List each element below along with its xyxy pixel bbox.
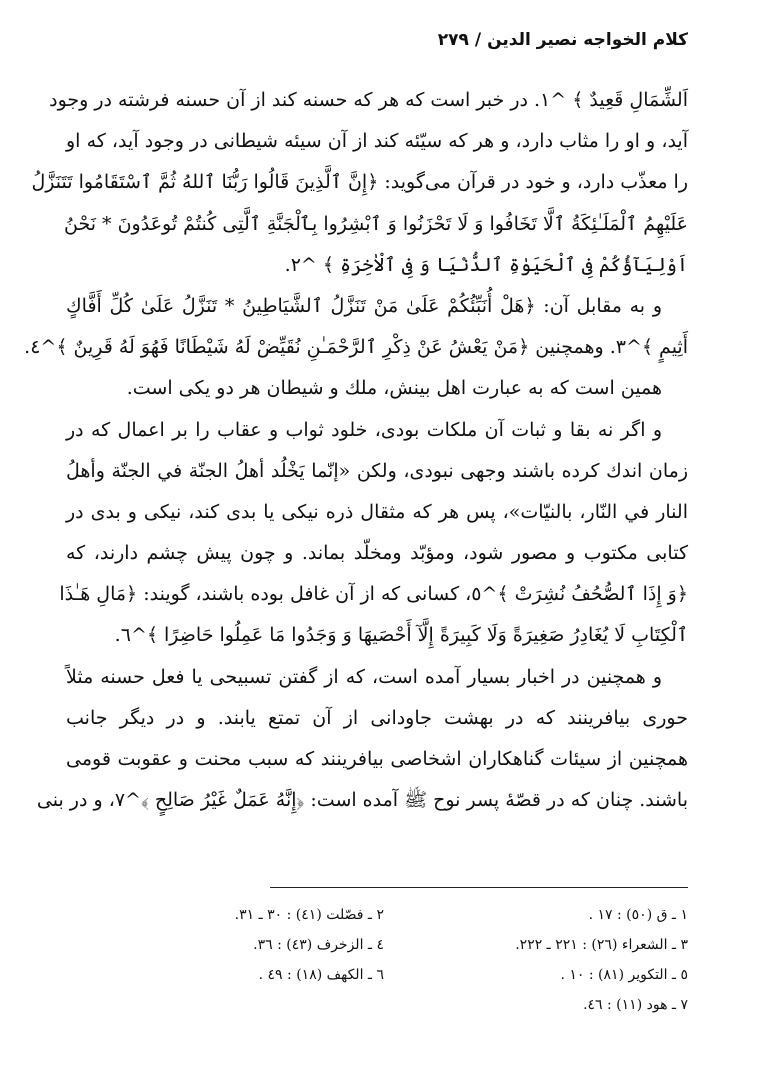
footnote: ٤ ـ الزخرف (٤٣) : ٣٦. xyxy=(253,937,384,953)
text-line: حورى بيافرينند كه در بهشت جاودانى از آن تمتع يابند. و در ديگر جانب xyxy=(66,706,688,729)
footnote: ٧ ـ هود (١١) : ٤٦. xyxy=(583,997,688,1013)
footnote: ٦ ـ الكهف (١٨) : ٤٩ . xyxy=(258,967,384,983)
text-line: زمان اندك كرده باشند وجهى نبودى، ولكن «إنّما يَخْلُد أهلُ الجنّة في الجنّة وأهلُ xyxy=(66,459,688,482)
text-line: ٱلْكِتَابِ لَا يُغَادِرُ صَغِيرَةً وَلَا كَبِيرَةً إِلَّآ أَحْصَيهَا وَ وَجَدُوا مَا عَمِلُوا حَاضِرًا ﴾^٦. xyxy=(114,624,688,647)
text-line: و اگر نه بقا و ثبات آن ملكات بودى، خلود ثواب و عقاب را بر اعمال كه در xyxy=(66,418,662,441)
text-line: و به مقابل آن: ﴿هَلْ أُنَبِّئُكُمْ عَلَىٰ مَنْ تَنَزَّلُ ٱلشَّيَاطِينُ * تَنَزَّلُ عَلَىٰ كُلِّ أَفَّاكٍ xyxy=(66,294,662,317)
text-line: النار في النّار، بالنيّات»، پس هر كه مثقال ذره نيكى يا بدى كند، نيكى و بدى در xyxy=(66,500,688,523)
footnote-divider xyxy=(270,887,688,888)
text-line: ﴿وَ إِذَا ٱلصُّحُفُ نُشِرَتْ ﴾^٥، كسانى كه از آن غافل بوده باشند، گويند: ﴿مَالِ هَـٰذَا xyxy=(59,583,688,606)
text-line: اَلشِّمَالِ قَعِيدٌ ﴾ ^١. در خبر است كه هر كه حسنه كند از آن حسنه فرشته در وجود xyxy=(49,89,688,111)
text-line: را معذّب دارد، و خود در قرآن مى‌گويد: ﴿إِنَّ ٱلَّذِينَ قَالُوا رَبُّنَا ٱللهُ ثُمَّ ٱسْتَقَامُوا تَتَنَزَّلُ xyxy=(31,171,688,194)
footnote: ٣ ـ الشعراء (٢٦) : ٢٢١ ـ ٢٢٢. xyxy=(515,937,688,953)
page-number: ٢٧٩ xyxy=(437,30,469,50)
text-line: همچنين از سيئات گناهكاران اشخاصى بيافرينند كه سبب محنت و عقوبت قومى xyxy=(66,748,688,770)
running-header xyxy=(438,30,688,50)
text-line: و همچنين در اخبار بسيار آمده است، كه از گفتن تسبيحى يا فعل حسنه مثلاً xyxy=(66,665,662,688)
header-separator: / xyxy=(474,30,482,50)
footnote: ٥ ـ التكوير (٨١) : ١٠ . xyxy=(560,967,688,983)
footnote: ١ ـ ق (٥٠) : ١٧ . xyxy=(588,907,688,923)
text-line: باشند. چنان كه در قصّهٔ پسر نوح ﷺ آمده است: ﴿إِنَّهُ عَمَلٌ غَيْرُ صَالِحٍ ﴾^٧، و در بنى xyxy=(36,789,688,812)
text-line: همين است كه به عبارت اهل بينش، ملك و شيطان هر دو يكى است. xyxy=(126,377,662,400)
main-text xyxy=(24,80,688,821)
header-title: كلام الخواجه نصير الدين xyxy=(487,30,688,50)
text-line: اَوْلِيَآؤُكُمْ فِى ٱلْحَيَوٰةِ ٱلدُّنْيَا وَ فِى ٱلْاٰخِرَةِ ﴾ ^٢. xyxy=(284,253,688,276)
text-line: كتابى مكتوب و مصور شود، ومؤبّد ومخلّد بماند. و چون پيش چشم دارند، كه xyxy=(66,542,688,565)
footnotes xyxy=(80,900,688,1020)
text-line: آيد، و او را مثاب دارد، و هر كه سيّئه كند از آن سيئه شيطانى در وجود آيد، كه او xyxy=(66,130,688,153)
text-line: عَلَيْهِمُ ٱلْمَلَـٰئِكَةُ ٱلَّا تَخَافُوا وَ لَا تَحْزَنُوا وَ ٱبْشِرُوا بِٱلْجَنَّةِ ٱلَّتِى كُنتُمْ تُوعَدُونَ * نَحْنُ xyxy=(64,212,688,235)
text-line: أَثِيمٍ ﴾^٣. وهمچنين ﴿مَنْ يَعْشُ عَنْ ذِكْرِ ٱلرَّحْمَـٰنِ نُقَيِّضْ لَهُ شَيْطَانًا فَهُوَ لَهُ قَرِينٌ ﴾^٤. xyxy=(24,336,688,359)
footnote: ٢ ـ فصّلت (٤١) : ٣٠ ـ ٣١. xyxy=(234,907,384,923)
